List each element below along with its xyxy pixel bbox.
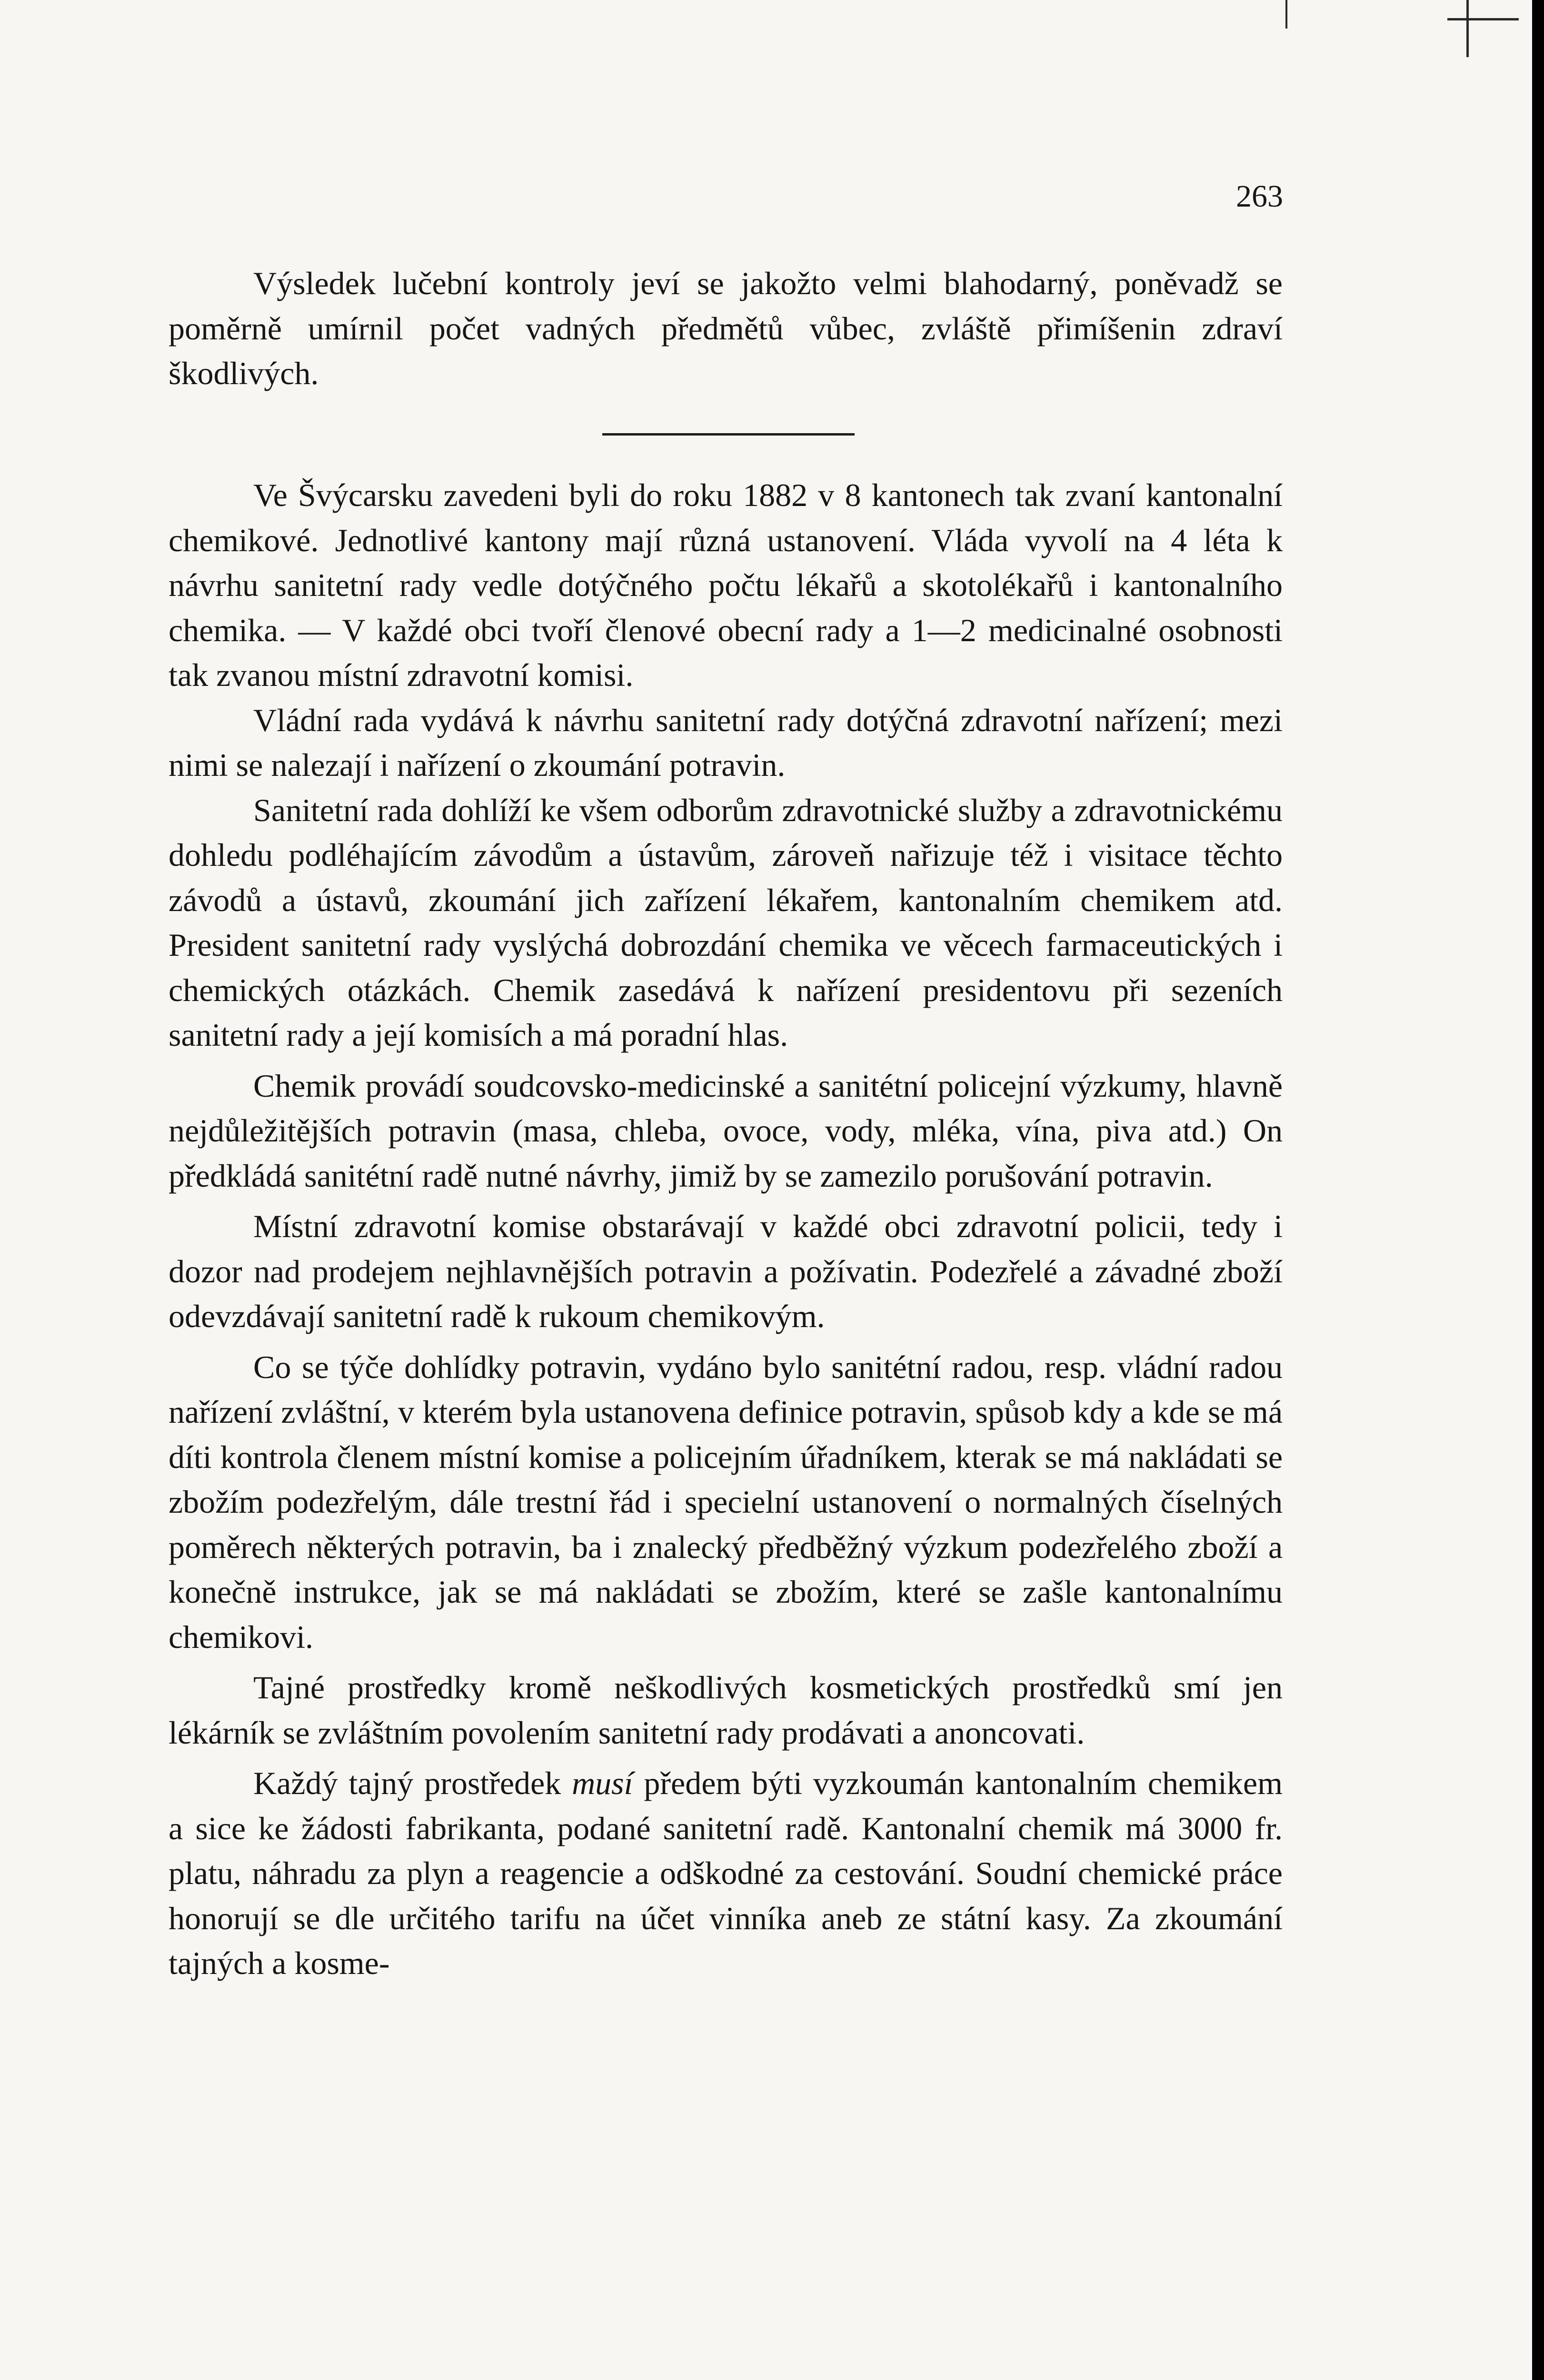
- scan-edge-mark: [1447, 18, 1519, 20]
- page-number: 263: [1236, 179, 1283, 214]
- paragraph: Sanitetní rada dohlíží ke všem odborům zdravotnické služby a zdravotnickému dohledu podléhajícím závodům a ústavům, zároveň nařizuje též i visitace těchto závodů a ústavů, zkoumání jich zařízení lékařem, kantonalním chemikem atd. President sanitetní rady vyslýchá dobrozdání chemika ve věcech farmaceutických i chemických otázkách. Chemik zasedává k nařízení presidentovu při sezeních sanitetní rady a její komisích a má poradní hlas.: [169, 792, 1283, 1053]
- main-text: [169, 473, 1283, 1986]
- section-divider: [602, 433, 855, 436]
- paragraph: Ve Švýcarsku zavedeni byli do roku 1882 v 8 kantonech tak zvaní kantonalní chemikové. Jednotlivé kantony mají různá ustanovení. Vláda vyvolí na 4 léta k návrhu sanitetní rady vedle dotýčného počtu lékařů a skotolékařů i kantonalního chemika. — V každé obci tvoří členové obecní rady a 1—2 medicinalné osobnosti tak zvanou místní zdravotní komisi.: [169, 477, 1283, 693]
- scan-edge-mark: [1466, 0, 1469, 57]
- paragraph-start: Každý tajný prostředek: [253, 1765, 561, 1801]
- paragraph: Vládní rada vydává k návrhu sanitetní rady dotýčná zdravotní nařízení; mezi nimi se nalezají i nařízení o zkoumání potravin.: [169, 702, 1283, 783]
- paragraph: Co se týče dohlídky potravin, vydáno bylo sanitétní radou, resp. vládní radou nařízení zvláštní, v kterém byla ustanovena definice potravin, spůsob kdy a kde se má díti kontrola členem místní komise a policejním úřadníkem, kterak se má nakládati se zbožím podezřelým, dále trestní řád i specielní ustanovení o normalných číselných poměrech některých potravin, ba i znalecký předběžný výzkum podezřelého zboží a konečně instrukce, jak se má nakládati se zbožím, které se zašle kantonalnímu chemikovi.: [169, 1349, 1283, 1655]
- paragraph: [169, 1761, 1283, 1986]
- paragraph: Místní zdravotní komise obstarávají v každé obci zdravotní policii, tedy i dozor nad prodejem nejhlavnějších potravin a požívatin. Podezřelé a závadné zboží odevzdávají sanitetní radě k rukoum chemikovým.: [169, 1208, 1283, 1334]
- paragraph: Výsledek lučební kontroly jeví se jakožto velmi blahodarný, poněvadž se poměrně umírnil počet vadných předmětů vůbec, zvláště přimíšenin zdraví škodlivých.: [169, 265, 1283, 391]
- paragraph-rest: předem býti vyzkoumán kantonalním chemikem a sice ke žádosti fabrikanta, podané sanitetní radě. Kantonalní chemik má 3000 fr. platu, náhradu za plyn a reagencie a odškodné za cestování. Soudní chemické práce honorují se dle určitého tarifu na účet vinníka aneb ze státní kasy. Za zkoumání tajných a kosme-: [169, 1765, 1283, 1981]
- scan-edge-mark: [1285, 0, 1287, 29]
- paragraph: Tajné prostředky kromě neškodlivých kosmetických prostředků smí jen lékárník se zvláštním povolením sanitetní rady prodávati a anoncovati.: [169, 1669, 1283, 1751]
- opening-paragraph: [169, 261, 1283, 396]
- emphasis-word: musí: [572, 1765, 633, 1801]
- paragraph: Chemik provádí soudcovsko-medicinské a sanitétní policejní výzkumy, hlavně nejdůležitějších potravin (masa, chleba, ovoce, vody, mléka, vína, piva atd.) On předkládá sanitétní radě nutné návrhy, jimiž by se zamezilo porušování potravin.: [169, 1067, 1283, 1194]
